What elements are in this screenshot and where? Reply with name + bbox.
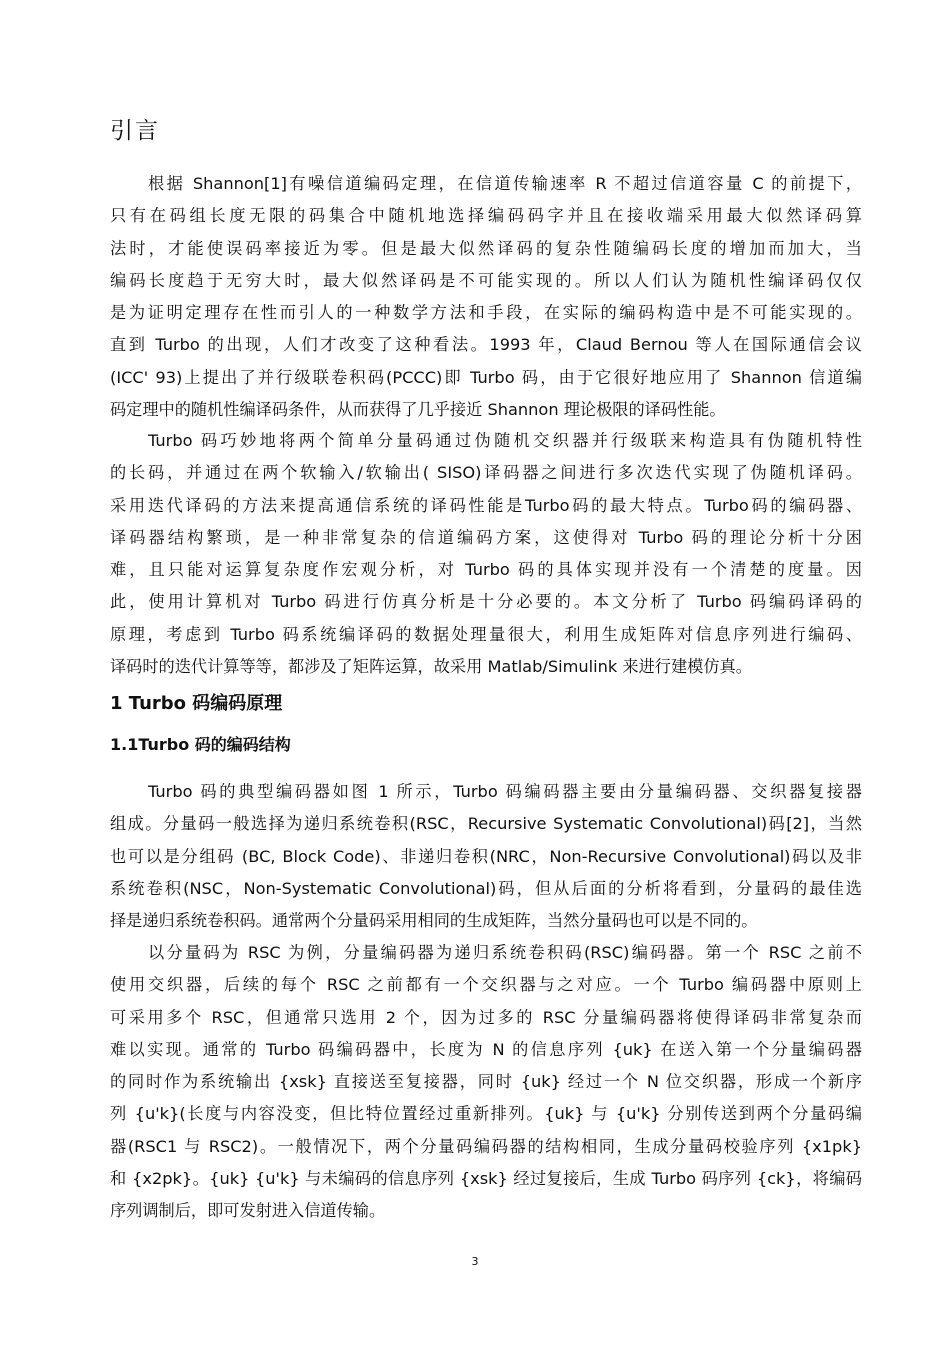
page-number: 3 — [471, 1255, 479, 1268]
paragraph-turbo-overview — [110, 425, 862, 683]
text-line: 序列调制后，即可发射进入信道传输。 — [110, 1201, 386, 1221]
text-line: 是为证明定理存在性而引人的一种数学方法和手段，在实际的编码构造中是不可能实现的。 — [110, 303, 862, 323]
text-line: Turbo 码的典型编码器如图 1 所示，Turbo 码编码器主要由分量编码器、交织器复接器 — [148, 782, 862, 801]
text-line: (ICC' 93)上提出了并行级联卷积码(PCCC)即 Turbo 码，由于它很好地应用了 Shannon 信道编 — [110, 367, 862, 387]
text-line: 根据 Shannon[1]有噪信道编码定理，在信道传输速率 R 不超过信道容量 C 的前提下， — [148, 174, 862, 193]
text-line: 的长码，并通过在两个软输入/软输出( SISO)译码器之间进行多次迭代实现了伪随机译码。 — [110, 463, 862, 483]
text-line: 直到 Turbo 的出现，人们才改变了这种看法。1993 年，Claud Bernou 等人在国际通信会议 — [110, 335, 862, 355]
intro-heading: 引言 — [110, 118, 160, 144]
text-line: 难以实现。通常的 Turbo 码编码器中，长度为 N 的信息序列 {uk} 在送入第一个分量编码器 — [110, 1039, 862, 1059]
text-line: 器(RSC1 与 RSC2)。一般情况下，两个分量码编码器的结构相同，生成分量码校验序列 {x1pk} — [110, 1136, 862, 1156]
text-line: 此，使用计算机对 Turbo 码进行仿真分析是十分必要的。本文分析了 Turbo 码编码译码的 — [110, 592, 862, 612]
text-line: 译码器结构繁琐，是一种非常复杂的信道编码方案，这使得对 Turbo 码的理论分析十分困 — [110, 527, 862, 547]
text-line: 列 {u'k}(长度与内容没变，但比特位置经过重新排列。{uk} 与 {u'k} 分别传送到两个分量码编 — [110, 1104, 862, 1124]
text-line: 采用迭代译码的方法来提高通信系统的译码性能是Turbo码的最大特点。Turbo码的编码器、 — [110, 495, 862, 515]
text-line: 难，且只能对运算复杂度作宏观分析，对 Turbo 码的具体实现并没有一个清楚的度量。因 — [110, 560, 862, 580]
text-line: 择是递归系统卷积码。通常两个分量码采用相同的生成矩阵，当然分量码也可以是不同的。 — [110, 911, 758, 931]
section-heading: 1 Turbo 码编码原理 — [110, 693, 283, 714]
text-line: 和 {x2pk}。{uk} {u'k} 与未编码的信息序列 {xsk} 经过复接后，生成 Turbo 码序列 {ck}，将编码 — [110, 1169, 862, 1189]
text-line: 法时，才能使误码率接近为零。但是最大似然译码的复杂性随编码长度的增加而加大，当 — [110, 238, 862, 258]
text-line: 只有在码组长度无限的码集合中随机地选择编码码字并且在接收端采用最大似然译码算 — [110, 206, 862, 226]
text-line: 原理，考虑到 Turbo 码系统编译码的数据处理量很大，利用生成矩阵对信息序列进行编码、 — [110, 624, 862, 644]
text-line: 组成。分量码一般选择为递归系统卷积(RSC，Recursive Systematic Convolutional)码[2]，当然 — [110, 814, 862, 834]
subsection-heading: 1.1Turbo 码的编码结构 — [110, 735, 291, 754]
paragraph-intro — [110, 168, 862, 426]
text-line: 以分量码为 RSC 为例，分量编码器为递归系统卷积码(RSC)编码器。第一个 RSC 之前不 — [148, 943, 862, 962]
text-line: Turbo 码巧妙地将两个简单分量码通过伪随机交织器并行级联来构造具有伪随机特性 — [148, 431, 862, 450]
text-line: 系统卷积(NSC，Non-Systematic Convolutional)码，但从后面的分析将看到，分量码的最佳选 — [110, 878, 862, 898]
text-line: 码定理中的随机性编译码条件，从而获得了几乎接近 Shannon 理论极限的译码性能。 — [110, 400, 726, 420]
text-line: 也可以是分组码 (BC, Block Code)、非递归卷积(NRC，Non-Recursive Convolutional)码以及非 — [110, 846, 862, 866]
text-line: 可采用多个 RSC，但通常只选用 2 个，因为过多的 RSC 分量编码器将使得译码非常复杂而 — [110, 1007, 862, 1027]
paragraph-encoder-structure — [110, 776, 862, 937]
text-line: 编码长度趋于无穷大时，最大似然译码是不可能实现的。所以人们认为随机性编译码仅仅 — [110, 270, 862, 290]
text-line: 的同时作为系统输出 {xsk} 直接送至复接器，同时 {uk} 经过一个 N 位交织器，形成一个新序 — [110, 1072, 862, 1092]
text-line: 译码时的迭代计算等等，都涉及了矩阵运算，故采用 Matlab/Simulink 来进行建模仿真。 — [110, 657, 752, 677]
text-line: 使用交织器，后续的每个 RSC 之前都有一个交织器与之对应。一个 Turbo 编码器中原则上 — [110, 975, 862, 995]
paragraph-rsc-example — [110, 937, 862, 1228]
